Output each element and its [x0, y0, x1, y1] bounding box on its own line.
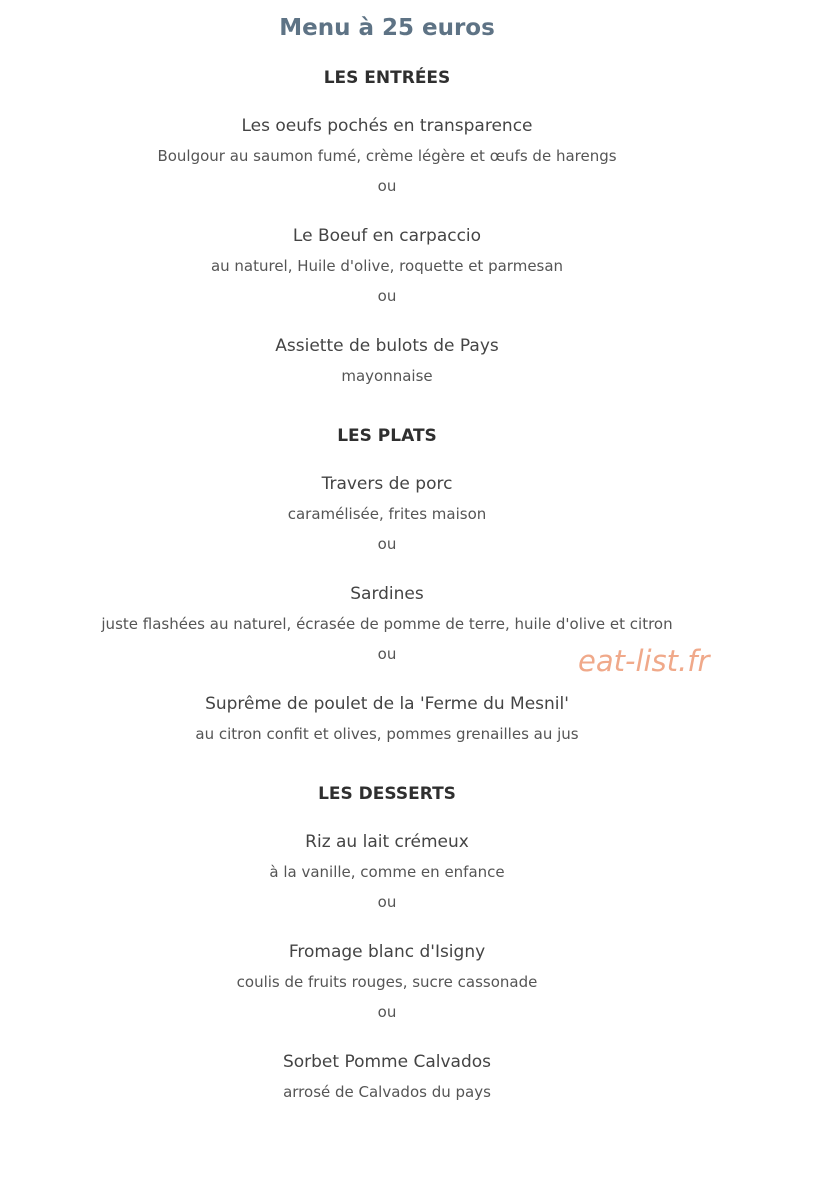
menu-title: Menu à 25 euros: [279, 15, 495, 41]
dish-description: coulis de fruits rouges, sucre cassonade: [236, 973, 538, 991]
or-separator: ou: [377, 177, 397, 195]
dish-description: Boulgour au saumon fumé, crème légère et œufs de harengs: [157, 147, 617, 165]
dish-description: mayonnaise: [341, 367, 433, 385]
section-heading-plats: LES PLATS: [337, 426, 437, 446]
or-separator: ou: [377, 1003, 397, 1021]
dish-name: Sorbet Pomme Calvados: [282, 1052, 492, 1072]
dish-name: Les oeufs pochés en transparence: [241, 116, 533, 136]
dish-description: à la vanille, comme en enfance: [269, 863, 505, 881]
dish-description: juste flashées au naturel, écrasée de pomme de terre, huile d'olive et citron: [101, 615, 673, 633]
dish-name: Sardines: [350, 584, 424, 604]
or-separator: ou: [377, 645, 397, 663]
dish-name: Le Boeuf en carpaccio: [292, 226, 482, 246]
dish-name: Assiette de bulots de Pays: [275, 336, 499, 356]
watermark-logo: eat-list.fr: [578, 644, 710, 678]
dish-description: arrosé de Calvados du pays: [283, 1083, 491, 1101]
dish-name: Suprême de poulet de la 'Ferme du Mesnil': [205, 694, 569, 714]
dish-name: Fromage blanc d'Isigny: [288, 942, 486, 962]
or-separator: ou: [377, 535, 397, 553]
dish-description: au naturel, Huile d'olive, roquette et parmesan: [210, 257, 564, 275]
section-heading-entrees: LES ENTRÉES: [323, 68, 451, 88]
dish-name: Travers de porc: [321, 474, 453, 494]
or-separator: ou: [377, 893, 397, 911]
dish-description: au citron confit et olives, pommes grenailles au jus: [195, 725, 579, 743]
dish-description: caramélisée, frites maison: [287, 505, 487, 523]
or-separator: ou: [377, 287, 397, 305]
dish-name: Riz au lait crémeux: [305, 832, 469, 852]
section-heading-desserts: LES DESSERTS: [318, 784, 456, 804]
